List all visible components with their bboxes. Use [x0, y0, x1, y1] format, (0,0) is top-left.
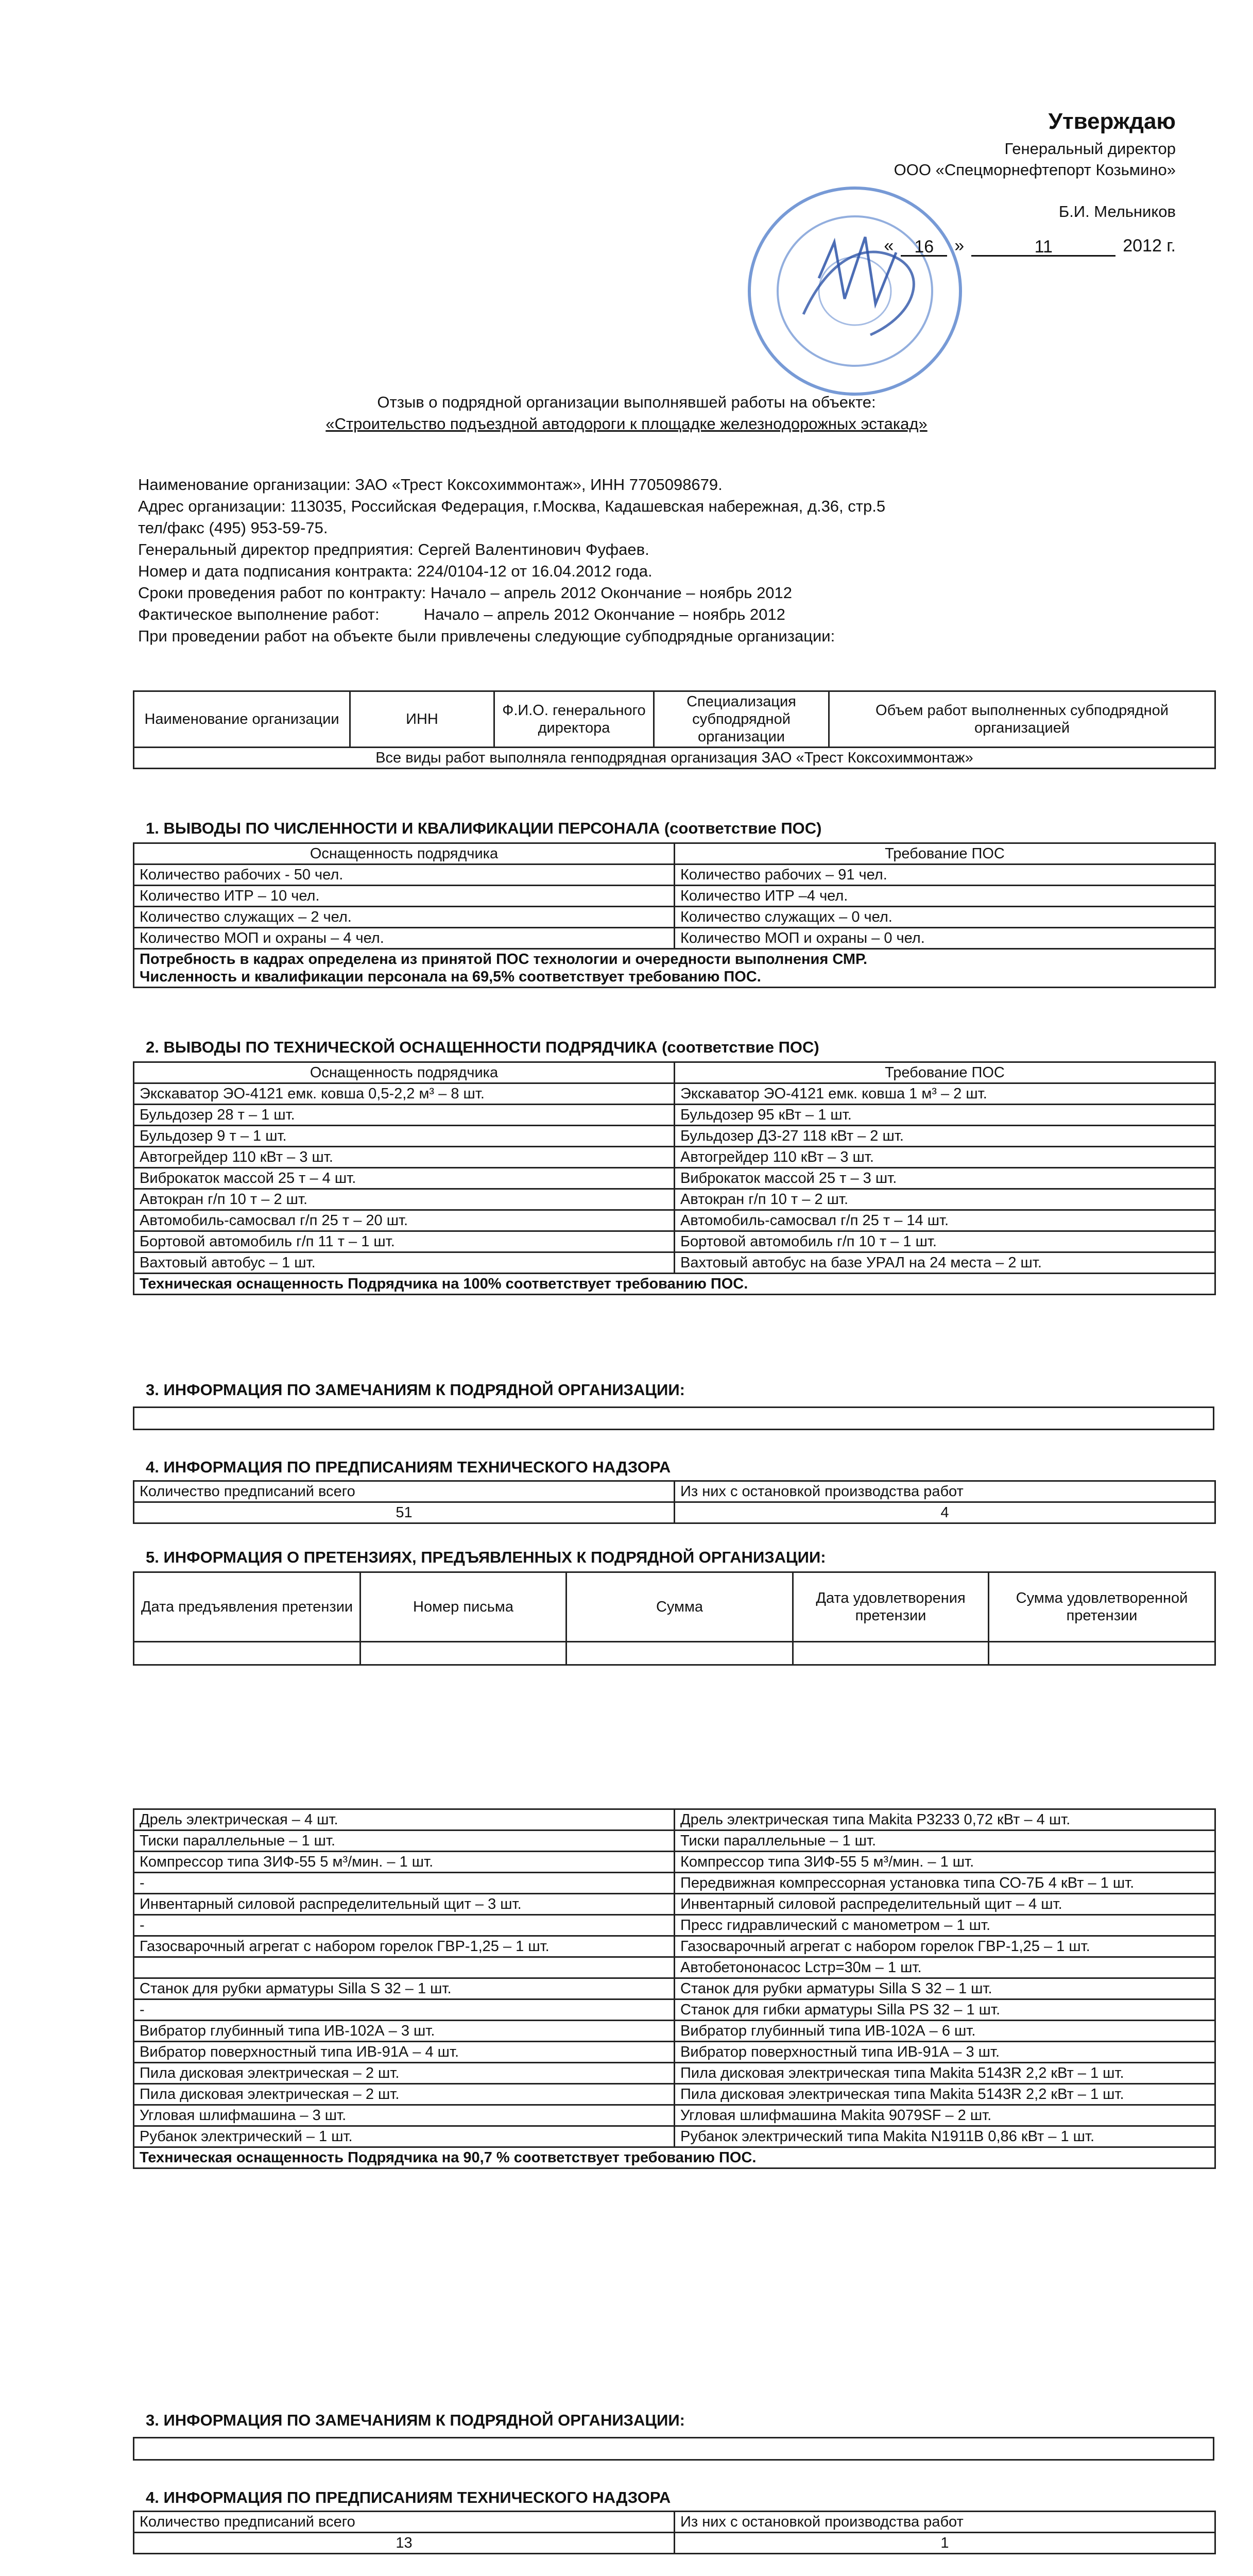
table-row	[134, 865, 1215, 886]
table-cell: Тиски параллельные – 1 шт.	[675, 1831, 1215, 1852]
table-row	[134, 1915, 1215, 1936]
approval-date-line: « 16 » 11 2012 г.	[884, 236, 1176, 257]
table-row	[134, 2126, 1215, 2147]
table-row	[134, 1809, 1215, 1831]
table-cell: Бортовой автомобиль г/п 10 т – 1 шт.	[675, 1231, 1215, 1252]
approval-signature-line	[815, 201, 1176, 222]
table-cell: Экскаватор ЭО-4121 емк. ковша 0,5-2,2 м³ – 8 шт.	[134, 1083, 675, 1105]
table-cell: Бортовой автомобиль г/п 11 т – 1 шт.	[134, 1231, 675, 1252]
table-cell: Бульдозер ДЗ-27 118 кВт – 2 шт.	[675, 1126, 1215, 1147]
equipment-table	[133, 1061, 1216, 1295]
equipment-header: Оснащенность подрядчика	[134, 1062, 675, 1083]
table-cell: Количество рабочих - 50 чел.	[134, 865, 675, 886]
table-cell: Бульдозер 28 т – 1 шт.	[134, 1105, 675, 1126]
document-title	[0, 392, 1253, 435]
organization-info	[138, 474, 1044, 647]
personnel-summary	[134, 949, 1215, 988]
table-cell: Дрель электрическая типа Makita P3233 0,72 кВт – 4 шт.	[675, 1809, 1215, 1831]
approval-day: 16	[901, 236, 947, 257]
table-row	[134, 1083, 1215, 1105]
table-cell: Бульдозер 95 кВт – 1 шт.	[675, 1105, 1215, 1126]
claims-header: Сумма	[567, 1572, 793, 1642]
equipment-header: Требование ПОС	[675, 1062, 1215, 1083]
table-cell: Угловая шлифмашина – 3 шт.	[134, 2105, 675, 2126]
table-cell: Пресс гидравлический с манометром – 1 шт.	[675, 1915, 1215, 1936]
table-cell: Бульдозер 9 т – 1 шт.	[134, 1126, 675, 1147]
info-line: При проведении работ на объекте были привлечены следующие субподрядные организации:	[138, 627, 835, 645]
table-cell: Дрель электрическая – 4 шт.	[134, 1809, 675, 1831]
table-cell: Количество ИТР – 10 чел.	[134, 886, 675, 907]
subcontractors-header: Ф.И.О. генерального директора	[494, 691, 654, 748]
inspections-header: Количество предписаний всего	[134, 2512, 675, 2533]
inspections-header: Из них с остановкой производства работ	[675, 2512, 1215, 2533]
table-cell: Станок для гибки арматуры Silla PS 32 – 1 шт.	[675, 1999, 1215, 2021]
table-row	[134, 1936, 1215, 1957]
info-line: Адрес организации: 113035, Российская Федерация, г.Москва, Кадашевская набережная, д.36, стр.5	[138, 497, 886, 515]
table-cell: Автомобиль-самосвал г/п 25 т – 14 шт.	[675, 1210, 1215, 1231]
personnel-table	[133, 842, 1216, 988]
section-4-title-p2: 4. ИНФОРМАЦИЯ ПО ПРЕДПИСАНИЯМ ТЕХНИЧЕСКОГО НАДЗОРА	[146, 2488, 671, 2506]
subcontractors-header: Специализация субподрядной организации	[654, 691, 829, 748]
table-row	[134, 886, 1215, 907]
table-row	[134, 928, 1215, 949]
table-cell: Газосварочный агрегат с набором горелок ГВР-1,25 – 1 шт.	[675, 1936, 1215, 1957]
subcontractors-table	[133, 690, 1216, 769]
inspections-total: 51	[134, 1502, 675, 1523]
inspections-stopped: 1	[675, 2533, 1215, 2554]
title-line-1: Отзыв о подрядной организации выполнявшей работы на объекте:	[377, 393, 876, 411]
info-line: Фактическое выполнение работ: Начало – апрель 2012 Окончание – ноябрь 2012	[138, 605, 785, 623]
table-row	[134, 1642, 1215, 1665]
table-cell: Количество МОП и охраны – 4 чел.	[134, 928, 675, 949]
approval-company: ООО «Спецморнефтепорт Козьмино»	[894, 161, 1176, 179]
personnel-summary-line: Потребность в кадрах определена из принятой ПОС технологии и очередности выполнения СМР.	[140, 951, 868, 968]
table-row	[134, 2105, 1215, 2126]
table-cell: Количество служащих – 0 чел.	[675, 907, 1215, 928]
info-line: Сроки проведения работ по контракту: Начало – апрель 2012 Окончание – ноябрь 2012	[138, 584, 793, 602]
claims-header: Дата удовлетворения претензии	[793, 1572, 989, 1642]
table-cell: Вахтовый автобус на базе УРАЛ на 24 места – 2 шт.	[675, 1252, 1215, 1274]
info-line: Наименование организации: ЗАО «Трест Коксохиммонтаж», ИНН 7705098679.	[138, 476, 723, 494]
info-line: Номер и дата подписания контракта: 224/0104-12 от 16.04.2012 года.	[138, 562, 653, 580]
table-cell: Вибратор глубинный типа ИВ-102А – 6 шт.	[675, 2021, 1215, 2042]
table-row	[134, 1894, 1215, 1915]
equipment-summary-continued: Техническая оснащенность Подрядчика на 90,7 % соответствует требованию ПОС.	[134, 2147, 1215, 2168]
info-line: Генеральный директор предприятия: Сергей Валентинович Фуфаев.	[138, 540, 649, 558]
table-row	[134, 1210, 1215, 1231]
table-cell: Станок для рубки арматуры Silla S 32 – 1 шт.	[134, 1978, 675, 1999]
table-cell: Количество МОП и охраны – 0 чел.	[675, 928, 1215, 949]
table-cell: Пила дисковая электрическая – 2 шт.	[134, 2084, 675, 2105]
table-row	[134, 1852, 1215, 1873]
table-row	[134, 2021, 1215, 2042]
table-row	[134, 2084, 1215, 2105]
table-cell: Тиски параллельные – 1 шт.	[134, 1831, 675, 1852]
table-cell: Вибратор поверхностный типа ИВ-91А – 4 шт.	[134, 2042, 675, 2063]
inspections-table	[133, 1480, 1216, 1524]
table-row	[134, 1105, 1215, 1126]
table-row	[134, 1147, 1215, 1168]
table-row	[134, 1978, 1215, 1999]
section-1-title: 1. ВЫВОДЫ ПО ЧИСЛЕННОСТИ И КВАЛИФИКАЦИИ ПЕРСОНАЛА (соответствие ПОС)	[146, 819, 822, 837]
table-cell: Автогрейдер 110 кВт – 3 шт.	[675, 1147, 1215, 1168]
table-cell: Экскаватор ЭО-4121 емк. ковша 1 м³ – 2 шт.	[675, 1083, 1215, 1105]
table-cell: Автогрейдер 110 кВт – 3 шт.	[134, 1147, 675, 1168]
subcontractors-header: Объем работ выполненных субподрядной организацией	[829, 691, 1215, 748]
equipment-table-continued	[133, 1808, 1216, 2169]
claims-header: Номер письма	[361, 1572, 567, 1642]
table-cell: -	[134, 1999, 675, 2021]
inspections-header: Количество предписаний всего	[134, 1481, 675, 1502]
section-2-title: 2. ВЫВОДЫ ПО ТЕХНИЧЕСКОЙ ОСНАЩЕННОСТИ ПОДРЯДЧИКА (соответствие ПОС)	[146, 1038, 819, 1056]
table-cell: Виброкаток массой 25 т – 3 шт.	[675, 1168, 1215, 1189]
section-4-title: 4. ИНФОРМАЦИЯ ПО ПРЕДПИСАНИЯМ ТЕХНИЧЕСКОГО НАДЗОРА	[146, 1458, 671, 1476]
table-cell: Инвентарный силовой распределительный щит – 4 шт.	[675, 1894, 1215, 1915]
approval-position: Генеральный директор	[1004, 140, 1176, 158]
table-row	[134, 1831, 1215, 1852]
section-5-title: 5. ИНФОРМАЦИЯ О ПРЕТЕНЗИЯХ, ПРЕДЪЯВЛЕННЫХ К ПОДРЯДНОЙ ОРГАНИЗАЦИИ:	[146, 1548, 826, 1566]
table-cell: Виброкаток массой 25 т – 4 шт.	[134, 1168, 675, 1189]
table-cell: Количество служащих – 2 чел.	[134, 907, 675, 928]
table-row	[134, 1873, 1215, 1894]
table-cell	[134, 1957, 675, 1978]
table-row	[134, 1126, 1215, 1147]
title-line-2: «Строительство подъездной автодороги к площадке железнодорожных эстакад»	[325, 415, 928, 433]
table-cell: Компрессор типа ЗИФ-55 5 м³/мин. – 1 шт.	[134, 1852, 675, 1873]
table-cell: Вибратор поверхностный типа ИВ-91А – 3 шт.	[675, 2042, 1215, 2063]
remarks-empty-row	[133, 1406, 1214, 1430]
remarks-empty-row-p2	[133, 2437, 1214, 2461]
table-cell: Автобетононасос Lстр=30м – 1 шт.	[675, 1957, 1215, 1978]
inspections-stopped: 4	[675, 1502, 1215, 1523]
section-3-title: 3. ИНФОРМАЦИЯ ПО ЗАМЕЧАНИЯМ К ПОДРЯДНОЙ ОРГАНИЗАЦИИ:	[146, 1381, 685, 1399]
table-row	[134, 1957, 1215, 1978]
table-cell: Инвентарный силовой распределительный щит – 3 шт.	[134, 1894, 675, 1915]
personnel-header: Требование ПОС	[675, 843, 1215, 865]
subcontractors-note: Все виды работ выполняла генподрядная организация ЗАО «Трест Коксохиммонтаж»	[134, 748, 1215, 769]
inspections-total: 13	[134, 2533, 675, 2554]
table-cell: Рубанок электрический – 1 шт.	[134, 2126, 675, 2147]
table-cell: Угловая шлифмашина Makita 9079SF – 2 шт.	[675, 2105, 1215, 2126]
table-row	[134, 1231, 1215, 1252]
page-two	[0, 1772, 1253, 2576]
table-cell: Вахтовый автобус – 1 шт.	[134, 1252, 675, 1274]
table-cell: Пила дисковая электрическая типа Makita 5143R 2,2 кВт – 1 шт.	[675, 2084, 1215, 2105]
approval-heading: Утверждаю	[1048, 109, 1176, 134]
table-cell: Автокран г/п 10 т – 2 шт.	[675, 1189, 1215, 1210]
table-row	[134, 907, 1215, 928]
claims-header: Дата предъявления претензии	[134, 1572, 361, 1642]
table-row	[134, 1252, 1215, 1274]
table-cell: Вибратор глубинный типа ИВ-102А – 3 шт.	[134, 2021, 675, 2042]
approval-block	[815, 111, 1176, 257]
claims-header: Сумма удовлетворенной претензии	[989, 1572, 1215, 1642]
table-cell: Передвижная компрессорная установка типа СО-7Б 4 кВт – 1 шт.	[675, 1873, 1215, 1894]
table-row	[134, 1999, 1215, 2021]
table-row	[134, 1168, 1215, 1189]
approval-signatory: Б.И. Мельников	[1058, 202, 1176, 221]
table-row	[134, 2063, 1215, 2084]
table-cell: Пила дисковая электрическая типа Makita 5143R 2,2 кВт – 1 шт.	[675, 2063, 1215, 2084]
table-cell: Рубанок электрический типа Makita N1911B 0,86 кВт – 1 шт.	[675, 2126, 1215, 2147]
inspections-table-p2	[133, 2511, 1216, 2554]
table-cell: -	[134, 1915, 675, 1936]
table-row	[134, 2042, 1215, 2063]
equipment-summary: Техническая оснащенность Подрядчика на 100% соответствует требованию ПОС.	[134, 1274, 1215, 1295]
info-line: тел/факс (495) 953-59-75.	[138, 519, 328, 537]
personnel-header: Оснащенность подрядчика	[134, 843, 675, 865]
table-cell: Пила дисковая электрическая – 2 шт.	[134, 2063, 675, 2084]
approval-month: 11	[971, 236, 1115, 257]
table-cell: Количество рабочих – 91 чел.	[675, 865, 1215, 886]
claims-table	[133, 1571, 1216, 1666]
subcontractors-header: ИНН	[350, 691, 494, 748]
table-cell: Автомобиль-самосвал г/п 25 т – 20 шт.	[134, 1210, 675, 1231]
table-cell: Автокран г/п 10 т – 2 шт.	[134, 1189, 675, 1210]
table-cell: Компрессор типа ЗИФ-55 5 м³/мин. – 1 шт.	[675, 1852, 1215, 1873]
inspections-header: Из них с остановкой производства работ	[675, 1481, 1215, 1502]
subcontractors-header: Наименование организации	[134, 691, 350, 748]
table-cell: Газосварочный агрегат с набором горелок ГВР-1,25 – 1 шт.	[134, 1936, 675, 1957]
table-cell: Количество ИТР –4 чел.	[675, 886, 1215, 907]
approval-year: 2012 г.	[1123, 236, 1176, 256]
personnel-summary-line: Численность и квалификации персонала на 69,5% соответствует требованию ПОС.	[140, 969, 761, 985]
section-3-title-p2: 3. ИНФОРМАЦИЯ ПО ЗАМЕЧАНИЯМ К ПОДРЯДНОЙ ОРГАНИЗАЦИИ:	[146, 2411, 685, 2429]
table-cell: Станок для рубки арматуры Silla S 32 – 1 шт.	[675, 1978, 1215, 1999]
table-cell: -	[134, 1873, 675, 1894]
table-row	[134, 1189, 1215, 1210]
